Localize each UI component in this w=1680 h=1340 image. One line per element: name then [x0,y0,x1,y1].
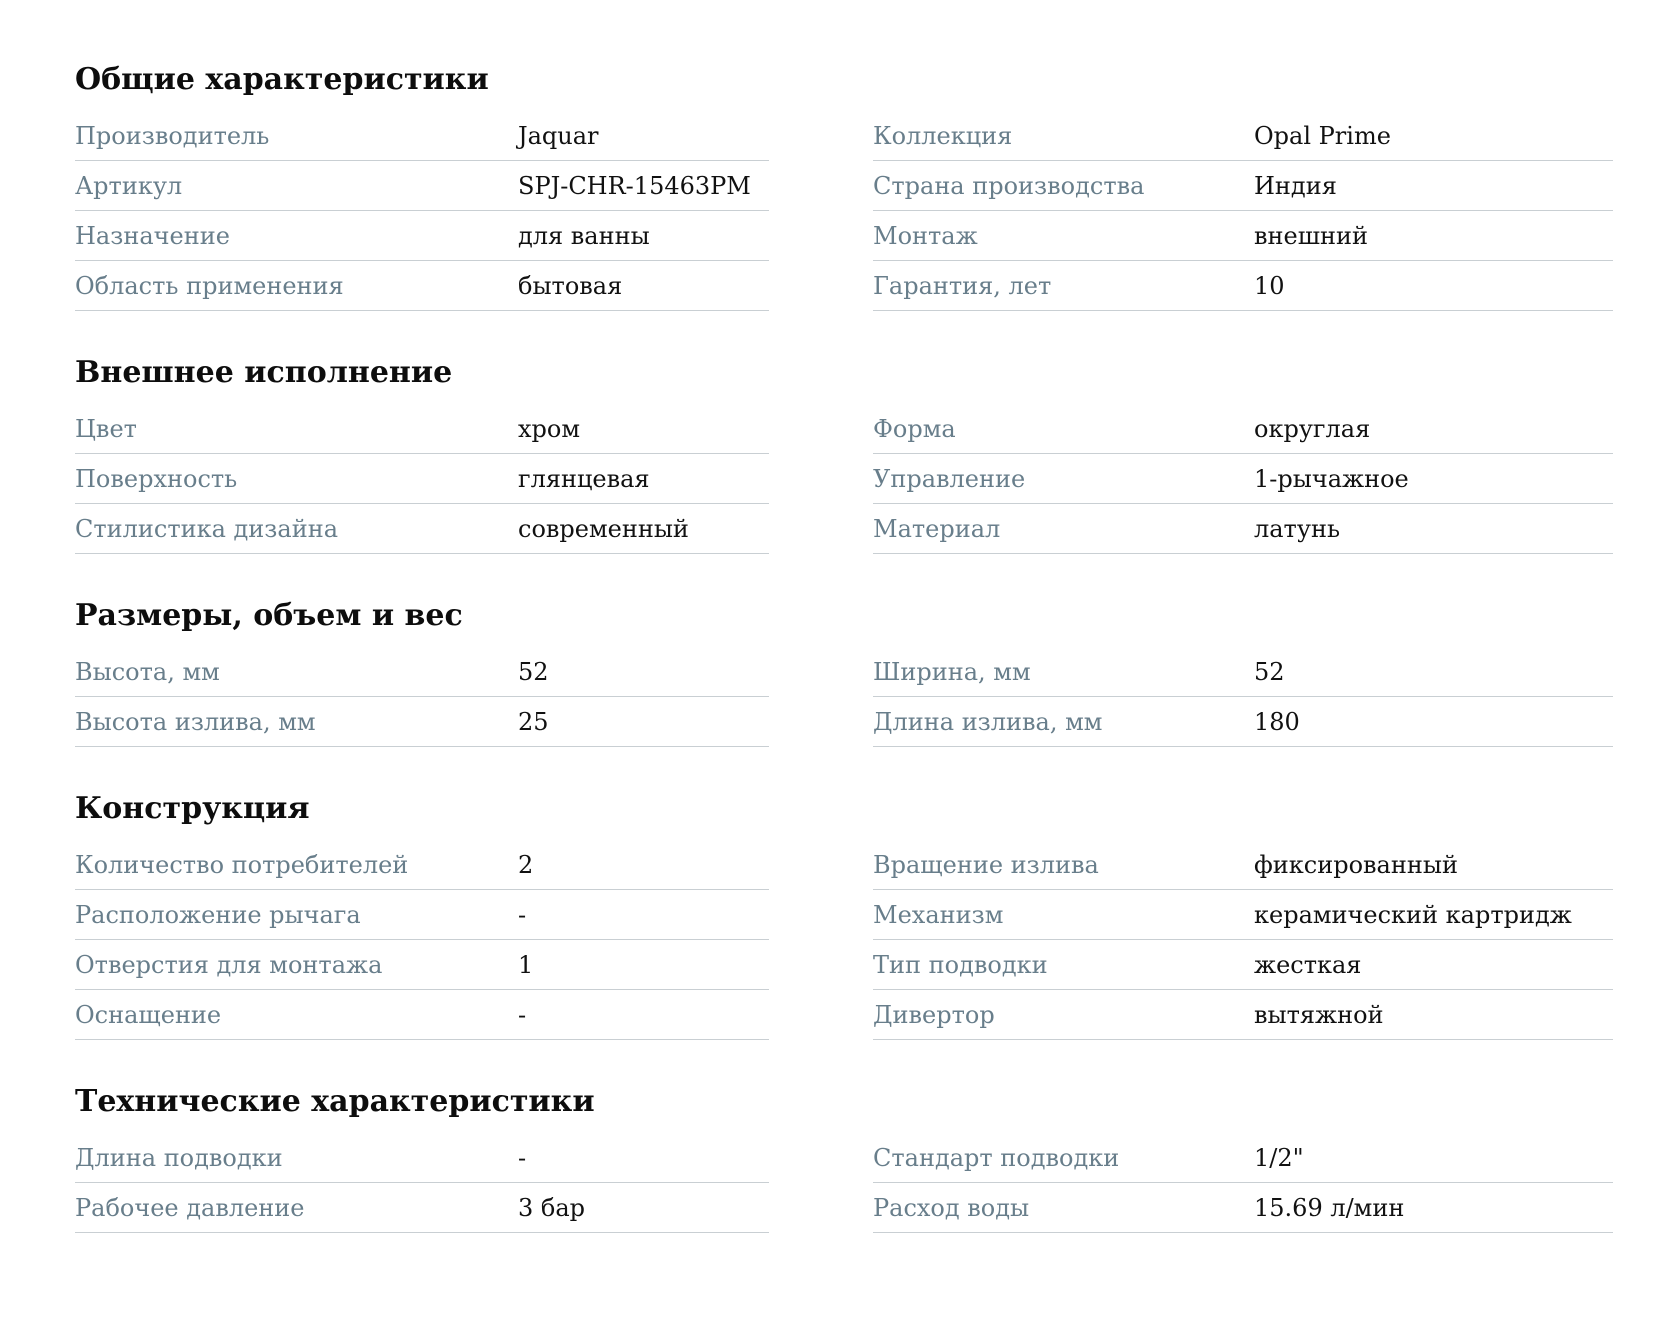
spec-row [873,1184,1613,1233]
spec-value: 1 [518,951,534,979]
specifications-table [75,0,1613,1222]
spec-row [75,405,769,454]
spec-label: Ширина, мм [873,658,1031,686]
spec-label: Материал [873,515,1001,543]
spec-label: Длина подводки [75,1144,283,1172]
spec-value: 52 [518,658,549,686]
spec-grid [75,112,1613,312]
spec-value: вытяжной [1254,1001,1384,1029]
spec-label: Форма [873,415,956,443]
spec-row [75,505,769,554]
spec-column-left [75,405,769,555]
spec-value: глянцевая [518,465,650,493]
spec-grid [75,1134,1613,1234]
spec-value: Jaquar [518,122,599,150]
spec-label: Назначение [75,222,230,250]
section-title: Размеры, объем и вес [75,598,463,633]
spec-value: внешний [1254,222,1369,250]
spec-grid [75,405,1613,555]
spec-value: - [518,1001,527,1029]
spec-column-left [75,1134,769,1234]
spec-row [75,262,769,311]
spec-row [873,698,1613,747]
spec-value: современный [518,515,689,543]
spec-label: Монтаж [873,222,978,250]
spec-row [75,648,769,697]
spec-label: Вращение излива [873,851,1099,879]
spec-value: 1-рычажное [1254,465,1409,493]
spec-value: жесткая [1254,951,1362,979]
spec-row [873,455,1613,504]
spec-value: латунь [1254,515,1341,543]
spec-label: Гарантия, лет [873,272,1052,300]
spec-row [873,841,1613,890]
spec-value: - [518,901,527,929]
spec-label: Оснащение [75,1001,222,1029]
spec-label: Управление [873,465,1026,493]
section-appearance [75,348,1613,555]
spec-row [75,112,769,161]
spec-value: для ванны [518,222,650,250]
spec-value: хром [518,415,581,443]
spec-label: Механизм [873,901,1004,929]
spec-row [873,991,1613,1040]
spec-row [873,891,1613,940]
section-construction [75,784,1613,1041]
section-general [75,55,1613,312]
spec-value: Индия [1254,172,1337,200]
section-technical [75,1077,1613,1234]
spec-value: SPJ-CHR-15463PM [518,172,751,200]
spec-row [75,698,769,747]
spec-row [75,991,769,1040]
spec-row [873,162,1613,211]
spec-row [75,1184,769,1233]
spec-row [75,162,769,211]
spec-value: 52 [1254,658,1285,686]
spec-row [873,1134,1613,1183]
spec-label: Область применения [75,272,344,300]
spec-label: Тип подводки [873,951,1048,979]
spec-value: бытовая [518,272,623,300]
spec-row [873,941,1613,990]
spec-column-left [75,841,769,1041]
spec-value: округлая [1254,415,1371,443]
spec-row [75,891,769,940]
spec-label: Расход воды [873,1194,1030,1222]
spec-column-right [873,648,1613,748]
spec-row [75,455,769,504]
spec-column-left [75,112,769,312]
spec-row [75,941,769,990]
section-title: Технические характеристики [75,1084,595,1119]
spec-label: Длина излива, мм [873,708,1103,736]
spec-label: Дивертор [873,1001,995,1029]
spec-label: Страна производства [873,172,1145,200]
spec-label: Расположение рычага [75,901,361,929]
spec-label: Стандарт подводки [873,1144,1120,1172]
spec-value: - [518,1144,527,1172]
section-title: Внешнее исполнение [75,355,453,390]
spec-label: Производитель [75,122,270,150]
spec-row [873,262,1613,311]
spec-column-right [873,1134,1613,1234]
spec-value: керамический картридж [1254,901,1572,929]
section-title: Общие характеристики [75,62,489,97]
spec-value: Opal Prime [1254,122,1391,150]
spec-row [75,841,769,890]
spec-column-left [75,648,769,748]
spec-value: фиксированный [1254,851,1458,879]
spec-label: Коллекция [873,122,1013,150]
spec-value: 1/2" [1254,1144,1304,1172]
spec-label: Отверстия для монтажа [75,951,383,979]
spec-row [75,1134,769,1183]
spec-label: Высота излива, мм [75,708,316,736]
spec-row [873,405,1613,454]
spec-grid [75,648,1613,748]
spec-label: Стилистика дизайна [75,515,339,543]
spec-value: 180 [1254,708,1300,736]
spec-value: 10 [1254,272,1285,300]
spec-value: 3 бар [518,1194,586,1222]
spec-label: Количество потребителей [75,851,409,879]
spec-row [873,505,1613,554]
spec-label: Артикул [75,172,183,200]
spec-label: Поверхность [75,465,238,493]
spec-row [873,648,1613,697]
spec-row [873,212,1613,261]
spec-label: Рабочее давление [75,1194,305,1222]
spec-row [75,212,769,261]
spec-column-right [873,841,1613,1041]
spec-row [873,112,1613,161]
spec-value: 2 [518,851,534,879]
section-dimensions [75,591,1613,748]
spec-label: Высота, мм [75,658,220,686]
spec-column-right [873,112,1613,312]
spec-grid [75,841,1613,1041]
spec-value: 25 [518,708,549,736]
section-title: Конструкция [75,791,310,826]
spec-value: 15.69 л/мин [1254,1194,1405,1222]
spec-label: Цвет [75,415,137,443]
spec-column-right [873,405,1613,555]
